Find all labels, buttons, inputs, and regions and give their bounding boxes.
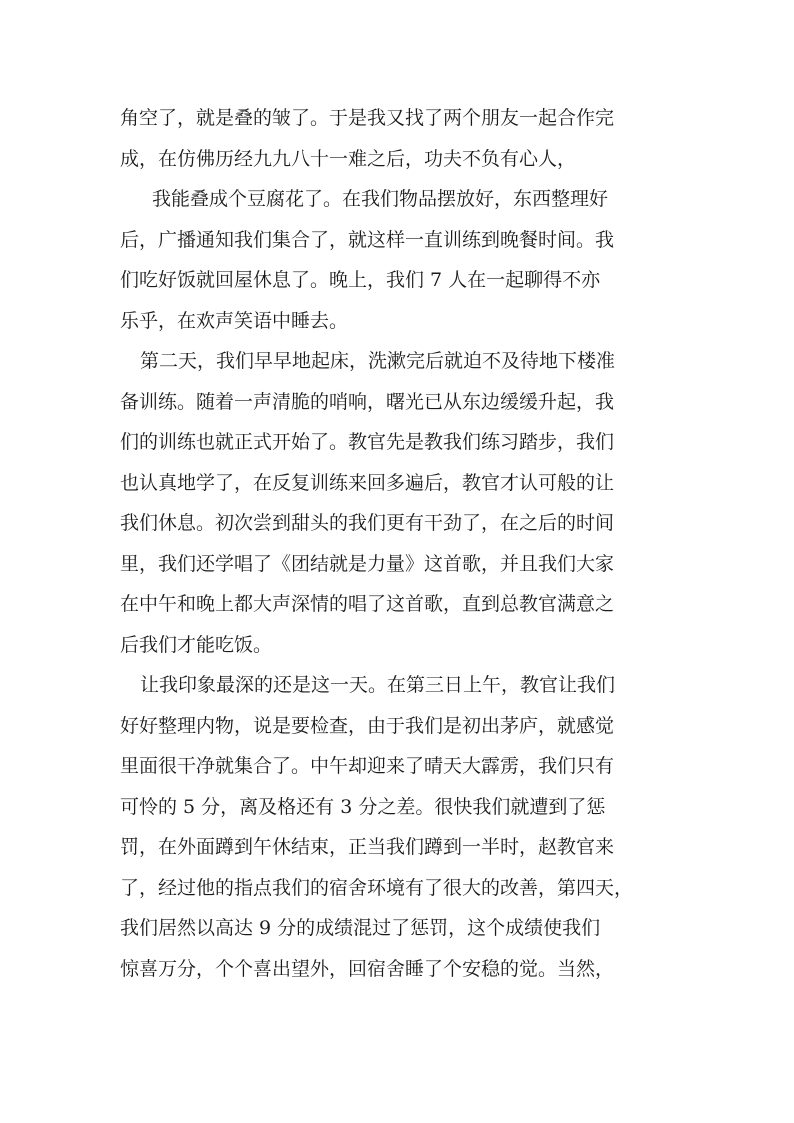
text-line: 惊喜万分，个个喜出望外，回宿舍睡了个安稳的觉。当然， bbox=[120, 957, 615, 980]
text-line: 角空了，就是叠的皱了。于是我又找了两个朋友一起合作完 bbox=[120, 107, 615, 129]
text-line: 罚，在外面蹲到午休结束，正当我们蹲到一半时，赵教官来 bbox=[120, 836, 615, 858]
text-line: 我们休息。初次尝到甜头的我们更有干劲了，在之后的时间 bbox=[120, 512, 615, 534]
text-line: 让我印象最深的还是这一天。在第三日上午，教官让我们 bbox=[140, 674, 616, 696]
text-line: 成，在仿佛历经九九八十一难之后，功夫不负有心人， bbox=[120, 147, 577, 170]
text-line: 们的训练也就正式开始了。教官先是教我们练习踏步，我们 bbox=[120, 431, 615, 453]
text-line: 我能叠成个豆腐花了。在我们物品摆放好，东西整理好 bbox=[152, 188, 609, 210]
document-body bbox=[120, 98, 680, 989]
text-line: 乐乎，在欢声笑语中睡去。 bbox=[120, 309, 349, 332]
text-line: 可怜的 5 分，离及格还有 3 分之差。很快我们就遭到了惩 bbox=[120, 795, 606, 818]
text-line: 好好整理内物，说是要检查，由于我们是初出茅庐，就感觉 bbox=[120, 714, 615, 737]
text-line: 在中午和晚上都大声深情的唱了这首歌，直到总教官满意之 bbox=[120, 593, 615, 615]
text-line: 了，经过他的指点我们的宿舍环境有了很大的改善，第四天， bbox=[120, 876, 634, 899]
text-line: 里面很干净就集合了。中午却迎来了晴天大霹雳，我们只有 bbox=[120, 755, 615, 777]
text-line: 们吃好饭就回屋休息了。晚上，我们 7 人在一起聊得不亦 bbox=[120, 269, 601, 291]
text-line: 后我们才能吃饭。 bbox=[120, 633, 273, 656]
text-line: 我们居然以高达 9 分的成绩混过了惩罚，这个成绩使我们 bbox=[120, 917, 601, 939]
text-line: 备训练。随着一声清脆的哨响，曙光已从东边缓缓升起，我 bbox=[120, 390, 615, 413]
text-line: 后，广播通知我们集合了，就这样一直训练到晚餐时间。我 bbox=[120, 228, 615, 251]
text-line: 里，我们还学唱了《团结就是力量》这首歌，并且我们大家 bbox=[120, 552, 615, 575]
text-line: 也认真地学了，在反复训练来回多遍后，教官才认可般的让 bbox=[120, 471, 615, 494]
text-line: 第二天，我们早早地起床，洗漱完后就迫不及待地下楼准 bbox=[140, 350, 616, 372]
